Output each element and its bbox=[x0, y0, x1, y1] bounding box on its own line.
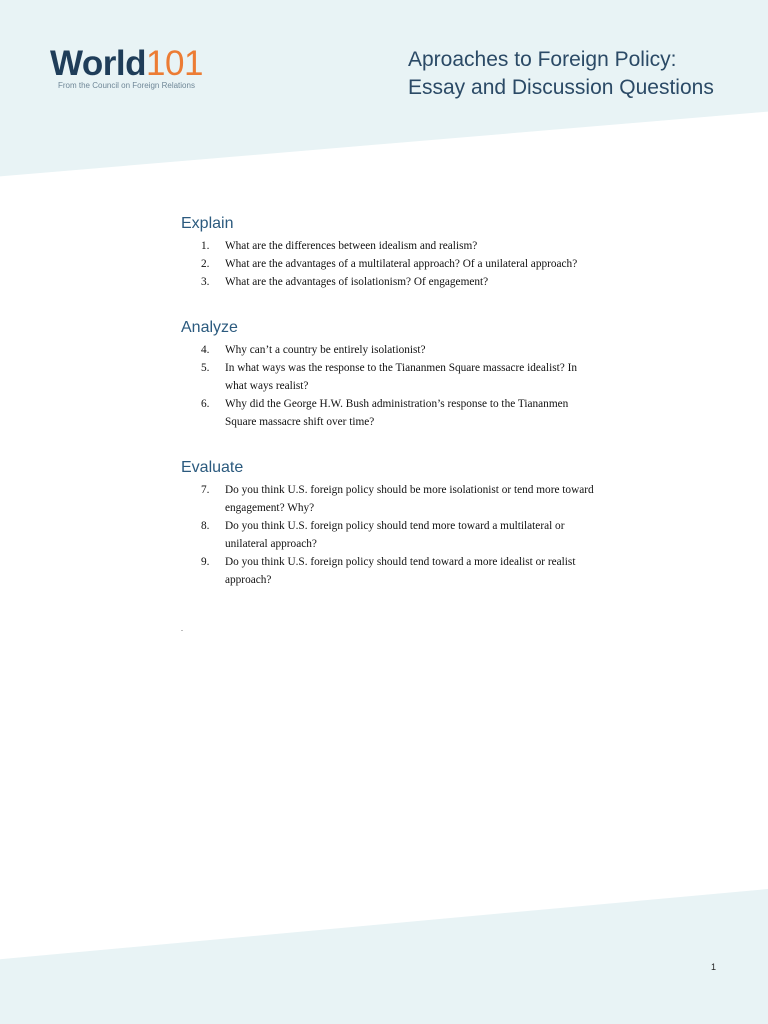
question-text: Why can’t a country be entirely isolationist? bbox=[225, 344, 426, 356]
list-item bbox=[181, 481, 601, 517]
question-number: 7. bbox=[201, 484, 210, 496]
logo-tagline: From the Council on Foreign Relations bbox=[58, 81, 195, 90]
world101-logo bbox=[50, 44, 203, 90]
section-heading: Evaluate bbox=[181, 459, 244, 476]
question-number: 3. bbox=[201, 276, 210, 288]
question-text: Do you think U.S. foreign policy should tend toward a more idealist or realist approach? bbox=[225, 556, 576, 586]
question-list bbox=[181, 237, 601, 291]
page-number: 1 bbox=[711, 962, 717, 972]
question-text: What are the advantages of isolationism? Of engagement? bbox=[225, 276, 489, 288]
section-heading: Explain bbox=[181, 215, 234, 232]
question-text: Do you think U.S. foreign policy should tend more toward a multilateral or unilateral approach? bbox=[225, 520, 565, 550]
section-explain bbox=[181, 213, 601, 291]
page-title bbox=[408, 46, 748, 102]
section-heading: Analyze bbox=[181, 319, 238, 336]
question-text: Why did the George H.W. Bush administration’s response to the Tiananmen Square massacre shift over time? bbox=[225, 398, 569, 428]
question-number: 4. bbox=[201, 344, 210, 356]
question-text: What are the differences between idealism and realism? bbox=[225, 240, 478, 252]
section-analyze bbox=[181, 317, 601, 431]
question-list bbox=[181, 341, 601, 431]
title-line-2: Essay and Discussion Questions bbox=[408, 76, 714, 99]
footer-band bbox=[0, 889, 768, 1024]
title-line-1: Aproaches to Foreign Policy: bbox=[408, 48, 677, 71]
question-number: 2. bbox=[201, 258, 210, 270]
question-text: In what ways was the response to the Tiananmen Square massacre idealist? In what ways realist? bbox=[225, 362, 577, 392]
question-text: Do you think U.S. foreign policy should be more isolationist or tend more toward engagement? Why? bbox=[225, 484, 594, 514]
stray-mark: . bbox=[181, 624, 183, 633]
list-item bbox=[181, 341, 601, 359]
question-number: 1. bbox=[201, 240, 210, 252]
list-item bbox=[181, 359, 601, 395]
question-sections bbox=[181, 213, 601, 615]
question-number: 8. bbox=[201, 520, 210, 532]
logo-number: 101 bbox=[146, 44, 203, 83]
question-list bbox=[181, 481, 601, 589]
list-item bbox=[181, 517, 601, 553]
logo-word: World bbox=[50, 44, 147, 83]
list-item bbox=[181, 255, 601, 273]
question-number: 9. bbox=[201, 556, 210, 568]
list-item bbox=[181, 273, 601, 291]
list-item bbox=[181, 553, 601, 589]
question-number: 5. bbox=[201, 362, 210, 374]
list-item bbox=[181, 395, 601, 431]
section-evaluate bbox=[181, 457, 601, 589]
question-text: What are the advantages of a multilateral approach? Of a unilateral approach? bbox=[225, 258, 578, 270]
list-item bbox=[181, 237, 601, 255]
question-number: 6. bbox=[201, 398, 210, 410]
